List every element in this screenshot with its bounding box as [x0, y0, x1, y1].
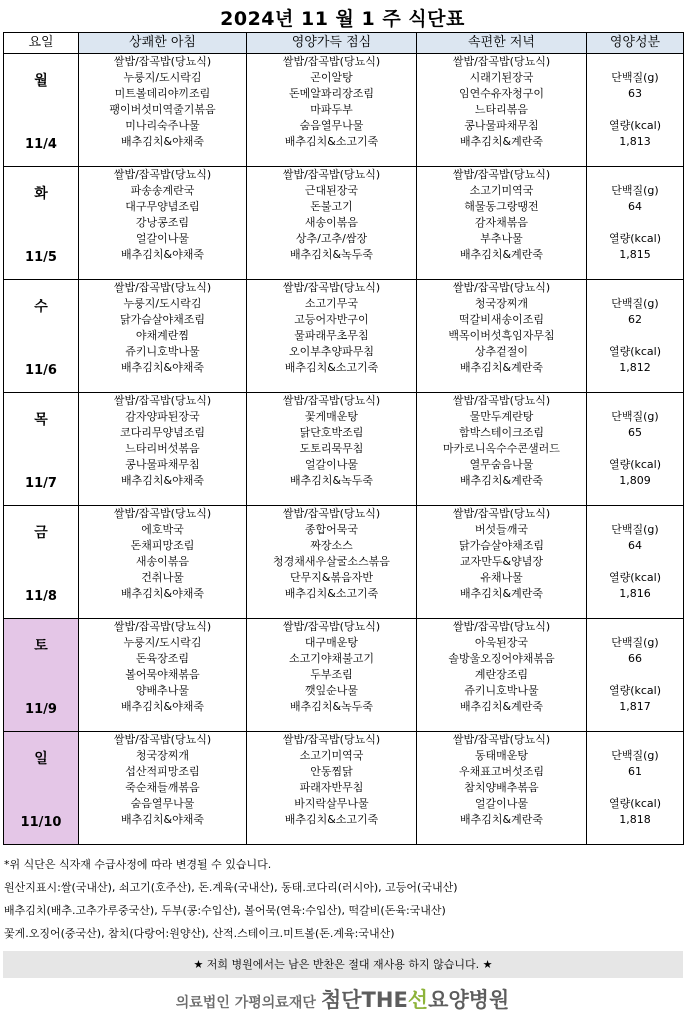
day-name: 수: [34, 299, 48, 315]
menu-item: 함박스테이크조림: [458, 426, 544, 439]
kcal-value: 1,817: [619, 700, 651, 713]
kcal-label: 열량(kcal): [608, 797, 662, 810]
hospital-name: [321, 988, 509, 1012]
menu-item: 얼갈이나물: [474, 797, 529, 810]
protein-value: 61: [628, 765, 642, 778]
menu-item: 파송송계란국: [130, 184, 195, 197]
menu-item: 배추김치&야채죽: [121, 813, 204, 826]
menu-item: 쌀밥/잡곡밥(당뇨식): [282, 620, 381, 633]
protein-label: 단백질(g): [611, 636, 659, 649]
menu-item: 참치양배추볶음: [464, 781, 539, 794]
lunch-cell: [247, 393, 417, 506]
day-row: [4, 506, 684, 619]
menu-item: 열무숨음나물: [469, 458, 534, 471]
protein-label: 단백질(g): [611, 410, 659, 423]
menu-item: 해물동그랑땡전: [464, 200, 539, 213]
menu-item: 배추김치&계란죽: [460, 700, 543, 713]
menu-item: 배추김치&소고기죽: [284, 361, 379, 374]
menu-item: 에호박국: [141, 523, 184, 536]
menu-item: 배추김치&계란죽: [460, 135, 543, 148]
menu-item: 쌀밥/잡곡밥(당뇨식): [452, 55, 551, 68]
menu-item: 소고기미역국: [299, 749, 364, 762]
spacer: [587, 393, 683, 409]
menu-item: 닭단호박조림: [299, 426, 364, 439]
menu-item: 쌀밥/잡곡밥(당뇨식): [113, 168, 212, 181]
menu-item: 미나리숙주나물: [125, 119, 200, 132]
menu-item: 누룽지/도시락김: [123, 636, 202, 649]
menu-item: 배추김치&야채죽: [121, 248, 204, 261]
spacer: [587, 54, 683, 70]
menu-item: 섭산적피망조림: [125, 765, 200, 778]
menu-item: 상추겉절이: [474, 345, 529, 358]
spacer: [587, 328, 683, 344]
menu-item: 대구매운탕: [304, 636, 359, 649]
menu-item: 쌀밥/잡곡밥(당뇨식): [113, 55, 212, 68]
menu-item: 종합어묵국: [304, 523, 359, 536]
menu-item: 팽이버섯미역줄기볶음: [109, 103, 216, 116]
menu-item: 쌀밥/잡곡밥(당뇨식): [282, 168, 381, 181]
protein-value: 66: [628, 652, 642, 665]
day-row: [4, 732, 684, 845]
day-date: 11/7: [25, 476, 57, 491]
protein-value: 64: [628, 539, 642, 552]
kcal-label: 열량(kcal): [608, 232, 662, 245]
header-row: [4, 33, 684, 54]
day-name: 일: [34, 751, 48, 767]
menu-item: 떡갈비새송이조림: [458, 313, 544, 326]
menu-item: 바지락살무나물: [294, 797, 369, 810]
menu-item: 볼어묵야채볶음: [125, 668, 200, 681]
day-cell: [4, 732, 79, 845]
menu-item: 유채나물: [480, 571, 523, 584]
menu-item: 돈불고기: [310, 200, 353, 213]
menu-item: 물만두계란탕: [469, 410, 534, 423]
kcal-label: 열량(kcal): [608, 345, 662, 358]
dinner-cell: [417, 393, 587, 506]
menu-item: 배추김치&계란죽: [460, 587, 543, 600]
spacer: [587, 780, 683, 796]
menu-item: 소고기미역국: [469, 184, 534, 197]
notes: [4, 853, 458, 945]
menu-item: 쌀밥/잡곡밥(당뇨식): [282, 507, 381, 520]
menu-item: 백목이버섯흑임자무침: [448, 329, 555, 342]
kcal-label: 열량(kcal): [608, 571, 662, 584]
menu-item: 배추김치&야채죽: [121, 700, 204, 713]
day-row: [4, 54, 684, 167]
menu-item: 쌀밥/잡곡밥(당뇨식): [452, 394, 551, 407]
nutrition-cell: [587, 280, 684, 393]
day-cell: [4, 280, 79, 393]
menu-item: 쌀밥/잡곡밥(당뇨식): [113, 394, 212, 407]
breakfast-cell: [79, 54, 247, 167]
kcal-value: 1,809: [619, 474, 651, 487]
nutrition-cell: [587, 393, 684, 506]
day-cell: [4, 54, 79, 167]
menu-item: 숨음열무나물: [299, 119, 364, 132]
menu-item: 누룽지/도시락김: [123, 297, 202, 310]
page-title: 2024년 11 월 1 주 식단표: [220, 8, 465, 30]
menu-item: 파래자반무침: [299, 781, 364, 794]
kcal-value: 1,812: [619, 361, 651, 374]
menu-item: 쌀밥/잡곡밥(당뇨식): [282, 55, 381, 68]
menu-item: 단무지&볶음자반: [290, 571, 373, 584]
header-breakfast: 상쾌한 아침: [79, 33, 247, 54]
day-cell: [4, 506, 79, 619]
breakfast-cell: [79, 393, 247, 506]
protein-value: 63: [628, 87, 642, 100]
protein-label: 단백질(g): [611, 749, 659, 762]
menu-item: 청국장찌개: [135, 749, 190, 762]
dinner-cell: [417, 54, 587, 167]
breakfast-cell: [79, 732, 247, 845]
day-date: 11/6: [25, 363, 57, 378]
day-cell: [4, 167, 79, 280]
menu-item: 얼갈이나물: [135, 232, 190, 245]
protein-label: 단백질(g): [611, 523, 659, 536]
menu-item: 죽순채들깨볶음: [125, 781, 200, 794]
menu-item: 강낭콩조림: [135, 216, 190, 229]
day-date: 11/10: [20, 815, 62, 830]
menu-item: 우채표고버섯조림: [458, 765, 544, 778]
menu-item: 느타리볶음: [474, 103, 529, 116]
menu-item: 얼갈이나물: [304, 458, 359, 471]
menu-item: 곤이알탕: [310, 71, 353, 84]
menu-item: 건취나물: [141, 571, 184, 584]
menu-item: 감자양파된장국: [125, 410, 200, 423]
menu-item: 물파래무초무침: [294, 329, 369, 342]
menu-item: 두부조림: [310, 668, 353, 681]
spacer: [587, 506, 683, 522]
menu-item: 코다리무양념조림: [119, 426, 205, 439]
day-row: [4, 393, 684, 506]
kcal-value: 1,815: [619, 248, 651, 261]
spacer: [587, 102, 683, 118]
menu-item: 쌀밥/잡곡밥(당뇨식): [452, 733, 551, 746]
menu-item: 배추김치&계란죽: [460, 813, 543, 826]
menu-item: 양배추나물: [135, 684, 190, 697]
kcal-value: 1,818: [619, 813, 651, 826]
dinner-cell: [417, 280, 587, 393]
menu-item: 쌀밥/잡곡밥(당뇨식): [452, 620, 551, 633]
breakfast-cell: [79, 506, 247, 619]
spacer: [587, 619, 683, 635]
menu-item: 닭가슴살야채조림: [458, 539, 544, 552]
kcal-value: 1,816: [619, 587, 651, 600]
day-date: 11/4: [25, 137, 57, 152]
dinner-cell: [417, 732, 587, 845]
spacer: [587, 167, 683, 183]
header-dinner: 속편한 저녁: [417, 33, 587, 54]
breakfast-cell: [79, 280, 247, 393]
origin-line: 꽃게.오징어(중국산), 참치(다랑어:원양산), 산적.스테이크.미트볼(돈.계육:국내산): [4, 927, 395, 940]
menu-item: 교자만두&양념장: [460, 555, 543, 568]
nutrition-cell: [587, 732, 684, 845]
menu-item: 미트볼데리야끼조림: [114, 87, 211, 100]
day-date: 11/8: [25, 589, 57, 604]
menu-item: 동태매운탕: [474, 749, 529, 762]
menu-item: 시래기된장국: [469, 71, 534, 84]
header-lunch: 영양가득 점심: [247, 33, 417, 54]
dinner-cell: [417, 506, 587, 619]
menu-item: 마카로니옥수수콘샐러드: [443, 442, 560, 455]
menu-item: 숨음열무나물: [130, 797, 195, 810]
menu-item: 근대된장국: [304, 184, 359, 197]
protein-label: 단백질(g): [611, 297, 659, 310]
menu-item: 돈채피망조림: [130, 539, 195, 552]
menu-item: 배추김치&녹두죽: [290, 248, 373, 261]
nutrition-cell: [587, 506, 684, 619]
menu-item: 쌀밥/잡곡밥(당뇨식): [113, 281, 212, 294]
lunch-cell: [247, 167, 417, 280]
menu-item: 쌀밥/잡곡밥(당뇨식): [452, 507, 551, 520]
notice-text: *위 식단은 식자재 수급사정에 따라 변경될 수 있습니다.: [4, 858, 272, 871]
menu-item: 마파두부: [310, 103, 353, 116]
origin-line: 배추김치(배추.고추가루중국산), 두부(콩:수입산), 볼어묵(연육:수입산), 떡갈비(돈육:국내산): [4, 904, 446, 917]
menu-item: 쌀밥/잡곡밥(당뇨식): [282, 281, 381, 294]
menu-item: 느타리버섯볶음: [125, 442, 200, 455]
menu-item: 임연수유자청구이: [458, 87, 544, 100]
dinner-cell: [417, 167, 587, 280]
menu-item: 쥬키니호박나물: [464, 684, 539, 697]
origin-line: 원산지표시:쌀(국내산), 쇠고기(호주산), 돈.계육(국내산), 동태.코다리(러시아), 고등어(국내산): [4, 881, 458, 894]
menu-item: 부추나물: [480, 232, 523, 245]
menu-item: 콩나물파채무침: [464, 119, 539, 132]
menu-item: 버섯들깨국: [474, 523, 529, 536]
lunch-cell: [247, 280, 417, 393]
menu-item: 돈육장조림: [135, 652, 190, 665]
menu-item: 배추김치&소고기죽: [284, 587, 379, 600]
menu-item: 쌀밥/잡곡밥(당뇨식): [452, 168, 551, 181]
menu-item: 쌀밥/잡곡밥(당뇨식): [113, 620, 212, 633]
menu-item: 쌀밥/잡곡밥(당뇨식): [113, 733, 212, 746]
menu-item: 쌀밥/잡곡밥(당뇨식): [452, 281, 551, 294]
menu-item: 오이부추양파무침: [288, 345, 374, 358]
menu-item: 감자채볶음: [474, 216, 529, 229]
menu-item: 누룽지/도시락김: [123, 71, 202, 84]
spacer: [587, 441, 683, 457]
menu-item: 솔방울오징어야채볶음: [448, 652, 555, 665]
menu-item: 배추김치&소고기죽: [284, 135, 379, 148]
protein-label: 단백질(g): [611, 184, 659, 197]
menu-item: 닭가슴살야채조림: [119, 313, 205, 326]
protein-value: 62: [628, 313, 642, 326]
day-row: [4, 280, 684, 393]
spacer: [587, 280, 683, 296]
day-name: 월: [34, 73, 48, 89]
day-name: 화: [34, 186, 48, 202]
protein-value: 64: [628, 200, 642, 213]
menu-item: 안동찜닭: [310, 765, 353, 778]
breakfast-cell: [79, 167, 247, 280]
menu-item: 쌀밥/잡곡밥(당뇨식): [113, 507, 212, 520]
lunch-cell: [247, 54, 417, 167]
menu-item: 고등어자반구이: [294, 313, 369, 326]
menu-item: 아욱된장국: [474, 636, 529, 649]
menu-item: 새송이볶음: [135, 555, 190, 568]
menu-item: 배추김치&녹두죽: [290, 700, 373, 713]
menu-item: 배추김치&계란죽: [460, 248, 543, 261]
day-row: [4, 167, 684, 280]
menu-item: 대구무양념조림: [125, 200, 200, 213]
spacer: [587, 732, 683, 748]
menu-item: 짜장소스: [310, 539, 353, 552]
menu-item: 배추김치&야채죽: [121, 135, 204, 148]
menu-item: 쌀밥/잡곡밥(당뇨식): [282, 733, 381, 746]
spacer: [587, 554, 683, 570]
nutrition-cell: [587, 619, 684, 732]
hospital-name-accent: 선: [407, 988, 429, 1012]
spacer: [587, 215, 683, 231]
menu-item: 야채계란찜: [135, 329, 190, 342]
menu-item: 소고기야채불고기: [288, 652, 374, 665]
spacer: [587, 667, 683, 683]
hospital-prefix: 의료법인 가평의료재단: [175, 995, 316, 1011]
menu-item: 청경채새우살굴소스볶음: [273, 555, 390, 568]
lunch-cell: [247, 619, 417, 732]
menu-item: 깻잎순나물: [304, 684, 359, 697]
day-name: 금: [34, 525, 48, 541]
menu-item: 배추김치&계란죽: [460, 474, 543, 487]
day-date: 11/5: [25, 250, 57, 265]
menu-item: 꽃게매운탕: [304, 410, 359, 423]
day-row: [4, 619, 684, 732]
protein-value: 65: [628, 426, 642, 439]
kcal-label: 열량(kcal): [608, 119, 662, 132]
day-name: 목: [34, 412, 48, 428]
menu-item: 돈메알꽈리장조림: [288, 87, 374, 100]
day-date: 11/9: [25, 702, 57, 717]
header-day: 요일: [4, 33, 79, 54]
menu-item: 배추김치&소고기죽: [284, 813, 379, 826]
menu-item: 배추김치&계란죽: [460, 361, 543, 374]
menu-item: 계란장조림: [474, 668, 529, 681]
menu-item: 상추/고추/쌈장: [295, 232, 368, 245]
menu-item: 배추김치&야채죽: [121, 587, 204, 600]
lunch-cell: [247, 732, 417, 845]
breakfast-cell: [79, 619, 247, 732]
menu-item: 청국장찌개: [474, 297, 529, 310]
menu-item: 쥬키니호박나물: [125, 345, 200, 358]
reuse-notice-banner: ★ 저희 병원에서는 남은 반찬은 절대 재사용 하지 않습니다. ★: [3, 951, 683, 978]
nutrition-cell: [587, 54, 684, 167]
dinner-cell: [417, 619, 587, 732]
day-cell: [4, 619, 79, 732]
menu-item: 도토리묵무침: [299, 442, 364, 455]
lunch-cell: [247, 506, 417, 619]
kcal-label: 열량(kcal): [608, 458, 662, 471]
nutrition-cell: [587, 167, 684, 280]
menu-item: 배추김치&야채죽: [121, 474, 204, 487]
menu-item: 쌀밥/잡곡밥(당뇨식): [282, 394, 381, 407]
hospital-name-part: 첨단THE: [320, 988, 408, 1012]
menu-item: 콩나물파채무침: [125, 458, 200, 471]
menu-item: 배추김치&녹두죽: [290, 474, 373, 487]
menu-item: 배추김치&야채죽: [121, 361, 204, 374]
kcal-label: 열량(kcal): [608, 684, 662, 697]
header-nutrition: 영양성분: [587, 33, 684, 54]
menu-item: 새송이볶음: [304, 216, 359, 229]
protein-label: 단백질(g): [611, 71, 659, 84]
hospital-name-part: 요양병원: [428, 988, 510, 1012]
meal-table: [3, 32, 684, 845]
day-name: 토: [34, 638, 48, 654]
kcal-value: 1,813: [619, 135, 651, 148]
day-cell: [4, 393, 79, 506]
menu-item: 소고기무국: [304, 297, 359, 310]
hospital-logo: [0, 984, 685, 1014]
